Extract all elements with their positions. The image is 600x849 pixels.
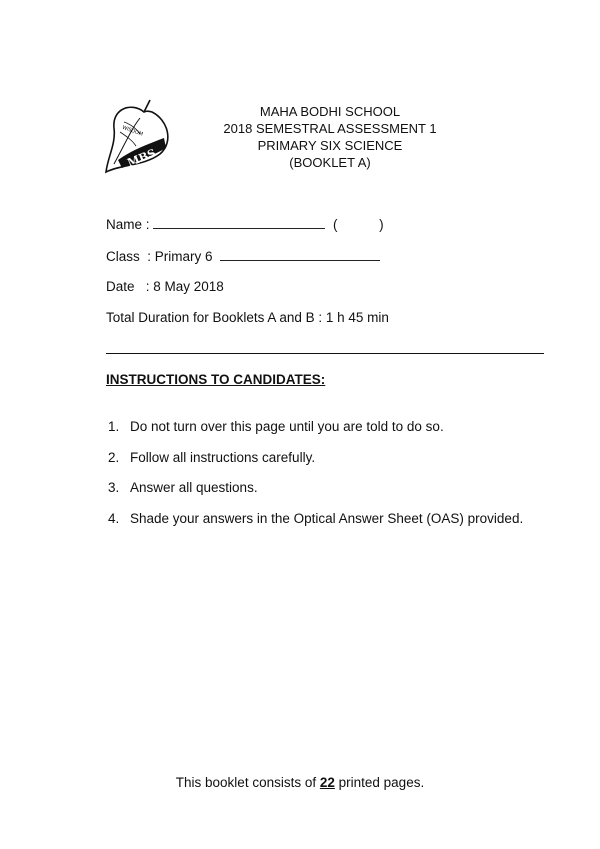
- divider-line: [106, 353, 544, 354]
- instruction-text: Do not turn over this page until you are told to do so.: [130, 419, 444, 434]
- date-field: Date : 8 May 2018: [106, 279, 224, 294]
- page-count-number: 22: [319, 775, 335, 790]
- name-label: Name :: [106, 217, 150, 232]
- booklet-label: (BOOKLET A): [289, 155, 371, 170]
- instruction-item: [108, 511, 523, 526]
- subject-title: PRIMARY SIX SCIENCE: [257, 138, 403, 153]
- logo-letters: MBS: [125, 146, 158, 170]
- instruction-item: [108, 480, 258, 495]
- page-count-note: [0, 775, 600, 790]
- instruction-text: Shade your answers in the Optical Answer Sheet (OAS) provided.: [130, 511, 524, 526]
- school-name: MAHA BODHI SCHOOL: [259, 104, 401, 119]
- assessment-title: 2018 SEMESTRAL ASSESSMENT 1: [223, 121, 437, 136]
- logo-leaf-text: WISDOM: [121, 124, 144, 138]
- class-field: [106, 248, 380, 264]
- name-blank-line: [153, 216, 325, 229]
- page-count-prefix: This booklet consists of: [175, 775, 320, 790]
- instruction-item: [108, 419, 444, 434]
- instruction-item: [108, 450, 315, 465]
- instruction-text: Answer all questions.: [130, 480, 258, 495]
- instruction-text: Follow all instructions carefully.: [130, 450, 316, 465]
- school-logo: [104, 98, 174, 176]
- page-count-suffix: printed pages.: [334, 775, 425, 790]
- name-field: [106, 216, 384, 232]
- instruction-number: 3.: [108, 480, 120, 495]
- register-paren-open: (: [333, 217, 338, 232]
- exam-header: [200, 103, 460, 171]
- instruction-number: 2.: [108, 450, 120, 465]
- instructions-heading: INSTRUCTIONS TO CANDIDATES:: [106, 372, 326, 387]
- class-blank-line: [220, 248, 380, 261]
- class-label: Class : Primary 6: [106, 249, 213, 264]
- duration-field: Total Duration for Booklets A and B : 1 h 45 min: [106, 310, 389, 325]
- register-paren-close: ): [379, 217, 384, 232]
- instruction-number: 1.: [108, 419, 120, 434]
- instruction-number: 4.: [108, 511, 120, 526]
